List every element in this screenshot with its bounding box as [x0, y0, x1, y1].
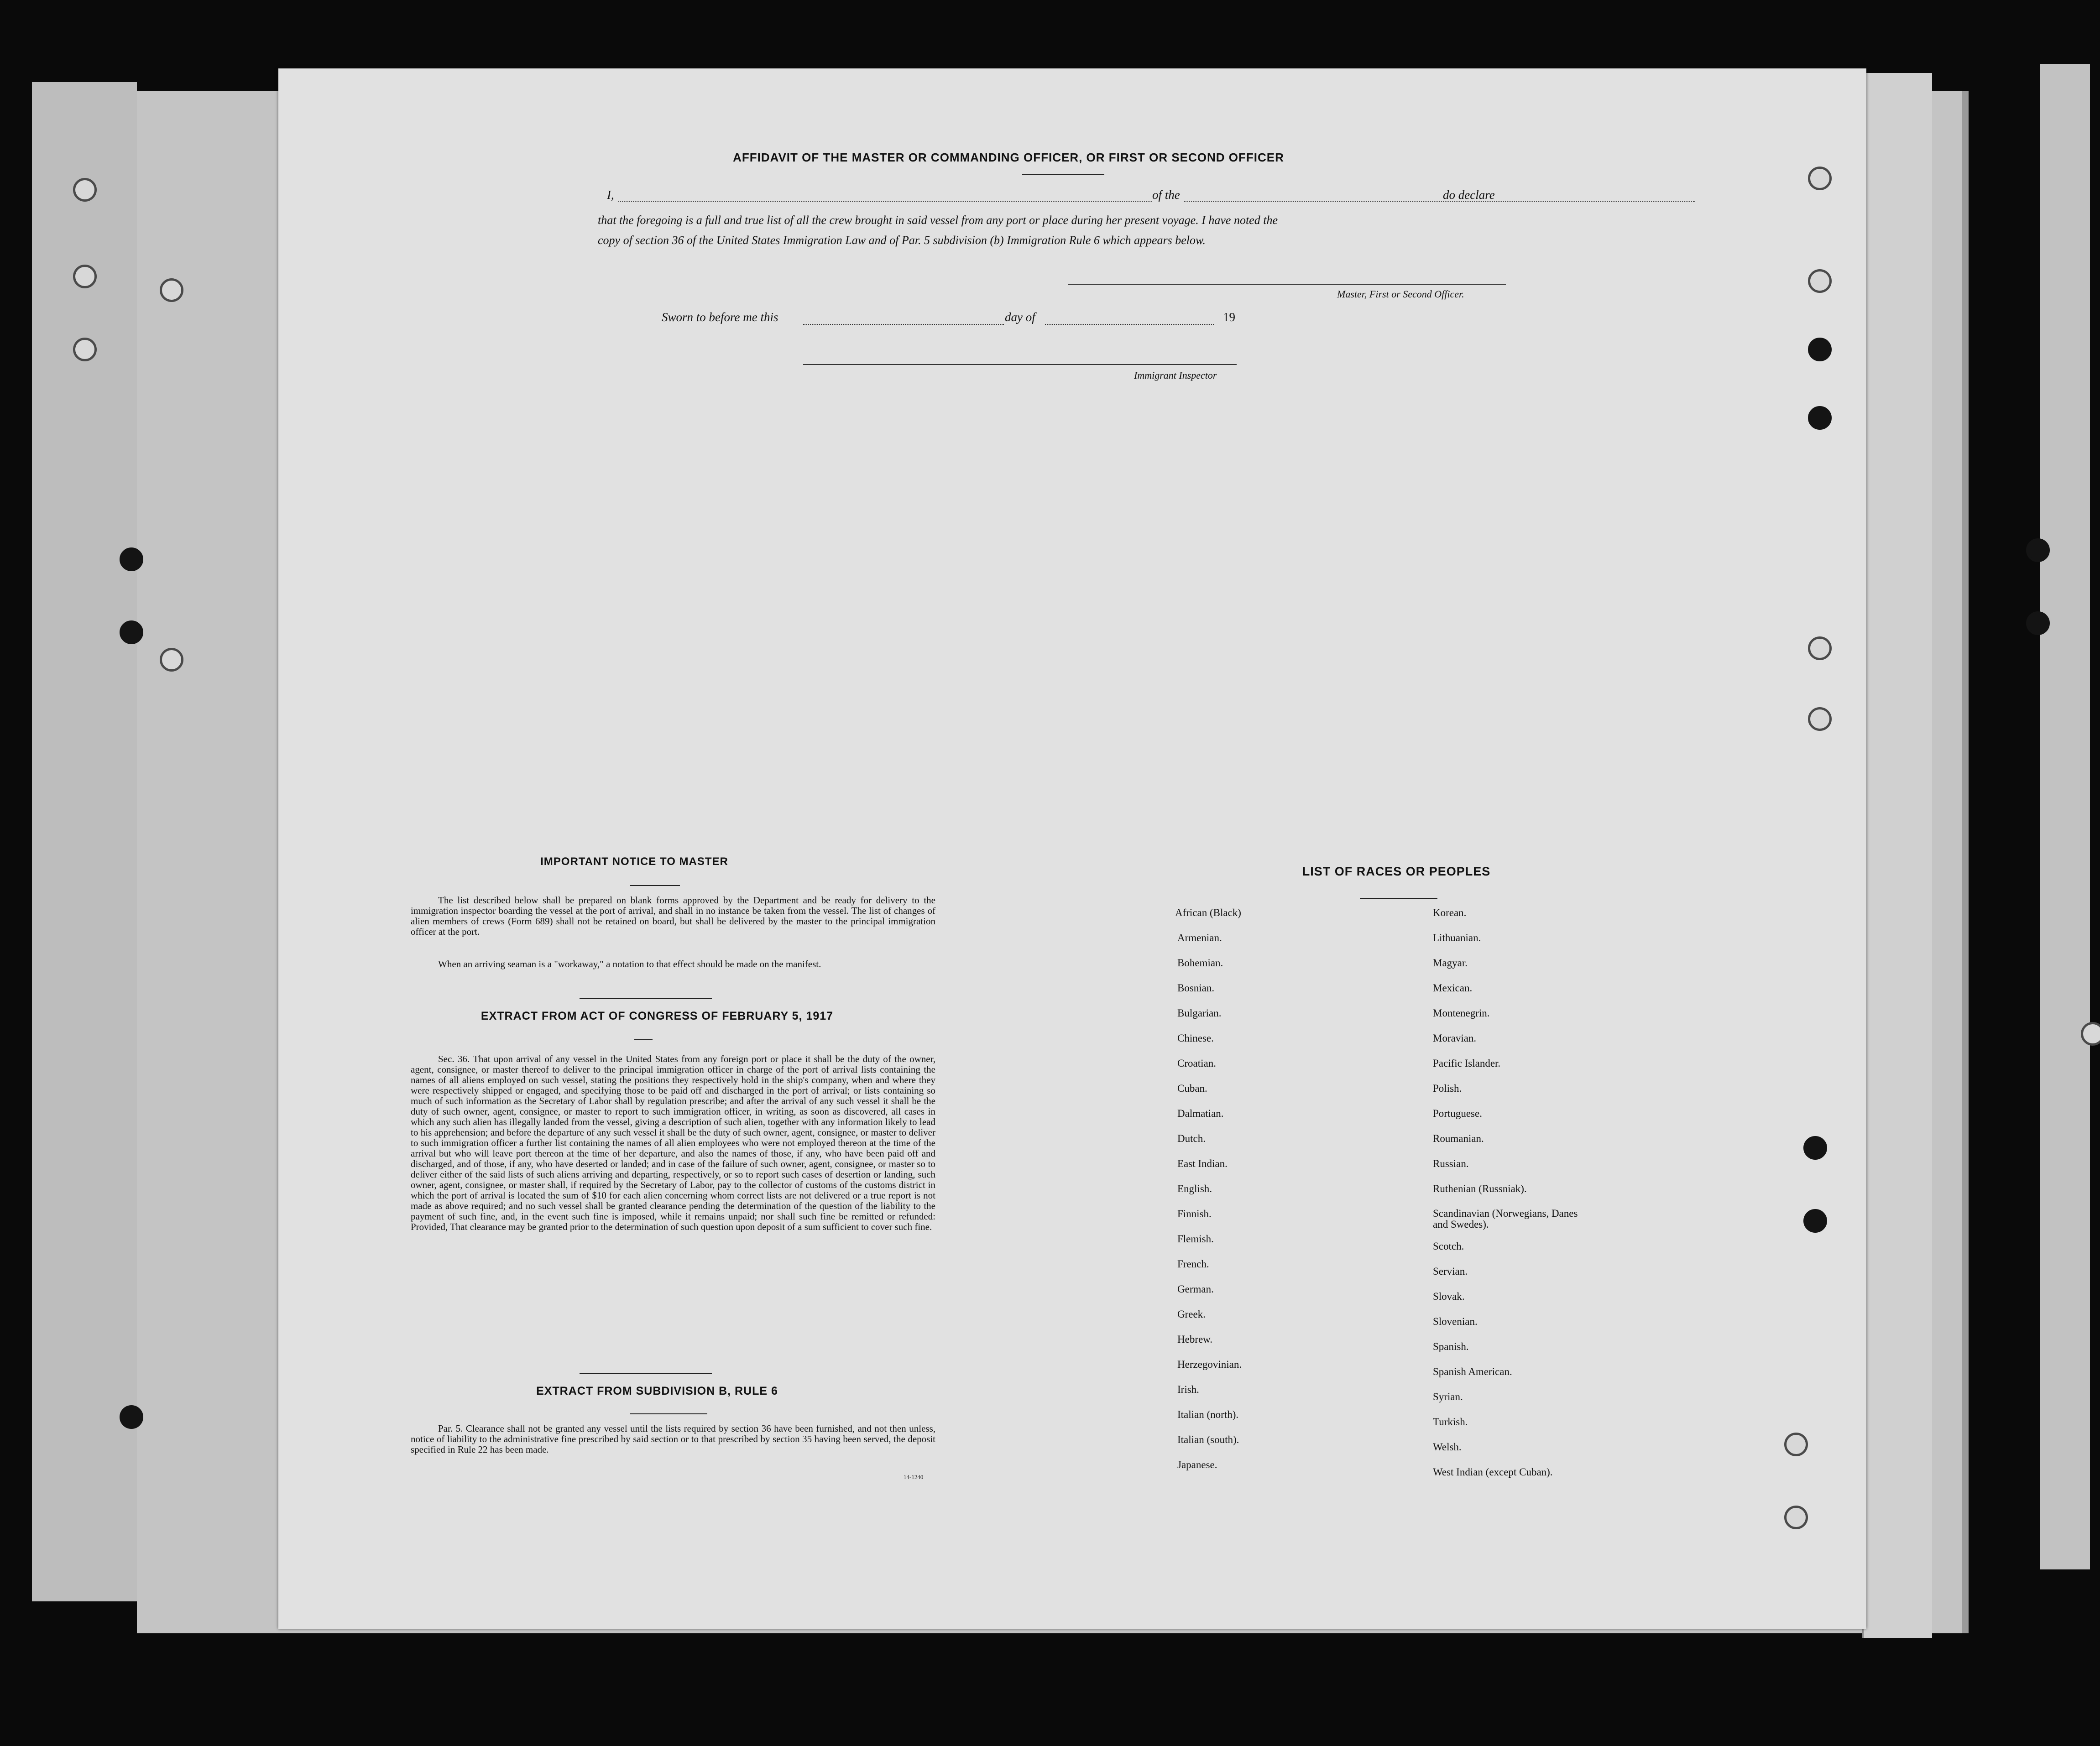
- punch-hole: [160, 648, 183, 672]
- sworn-month-blank[interactable]: [1045, 324, 1214, 325]
- race-item: Bohemian.: [1177, 957, 1223, 969]
- race-item: Magyar.: [1433, 957, 1468, 969]
- divider: [580, 998, 712, 999]
- punch-hole: [1803, 1209, 1827, 1233]
- affidavit-do-declare: do declare: [1443, 188, 1495, 202]
- extract-rule-heading: EXTRACT FROM SUBDIVISION B, RULE 6: [536, 1385, 778, 1397]
- race-item: Italian (south).: [1177, 1434, 1239, 1445]
- race-item: Cuban.: [1177, 1083, 1207, 1094]
- punch-hole: [1808, 167, 1832, 190]
- race-item: Croatian.: [1177, 1058, 1216, 1069]
- extract-act-text: Sec. 36. That upon arrival of any vessel in the United States from any foreign port or place it shall be the duty of the owner, agent, consignee, or master thereof to deliver to the principal immigration officer in charge of the port of arrival lists containing the names of all aliens employed on such vessel, stating the positions they respectively hold in the ship's company, when and where they were respectively shipped or engaged, and specifying those to be paid off and discharged in the port of arrival; or lists containing so much of such information as the Secretary of Labor shall by regulation prescribe; and after the arrival of any such vessel it shall be the duty of such owner, agent, consignee, or master to report to such immigration officer, in writing, as soon as discovered, all cases in which any such alien has illegally landed from the vessel, giving a description of such alien, together with any information likely to lead to his apprehension; and before the departure of any such vessel it shall be the duty of such owner, agent, consignee, or master to deliver to such immigration officer a further list containing the names of all alien employees who were not employed thereon at the time of the arrival but who will leave port thereon at the time of her departure, and also the names of those, if any, who have been paid off and discharged, and of those, if any, who have deserted or landed; and in case of the failure of such owner, agent, consignee, or master so to deliver either of the said lists of such aliens arriving and departing, respectively, or so to report such cases of desertion or landing, such owner, agent, consignee, or master shall, if required by the Secretary of Labor, pay to the collector of customs of the customs district in which the port of arrival is located the sum of $10 for each alien concerning whom correct lists are not delivered or a true report is not made as above required; and no such vessel shall be granted clearance pending the determination of the question of the liability to the payment of such fine, and, in the event such fine is imposed, while it remains unpaid; nor shall such fine be remitted or refunded: Provided, That clearance may be granted prior to the determination of such question upon deposit of a sum sufficient to cover such fine.: [411, 1053, 935, 1232]
- race-item: Russian.: [1433, 1158, 1469, 1169]
- notice-heading: IMPORTANT NOTICE TO MASTER: [540, 855, 728, 868]
- race-item: Dalmatian.: [1177, 1108, 1224, 1119]
- race-item: Ruthenian (Russniak).: [1433, 1183, 1527, 1194]
- race-item: Flemish.: [1177, 1233, 1214, 1245]
- race-item: Japanese.: [1177, 1459, 1217, 1470]
- underlying-sheet-edge: [1862, 73, 1932, 1638]
- race-item: West Indian (except Cuban).: [1433, 1466, 1553, 1478]
- race-item: Scotch.: [1433, 1240, 1464, 1252]
- punch-hole: [2026, 611, 2050, 635]
- race-item: Syrian.: [1433, 1391, 1463, 1402]
- race-item: Chinese.: [1177, 1032, 1214, 1044]
- punch-hole: [1808, 636, 1832, 660]
- race-item: Irish.: [1177, 1384, 1199, 1395]
- race-item: Italian (north).: [1177, 1409, 1239, 1420]
- affidavit-text-line2: copy of section 36 of the United States Immigration Law and of Par. 5 subdivision (b) Immigration Rule 6 which appears below.: [598, 234, 1206, 247]
- race-item: Dutch.: [1177, 1133, 1206, 1144]
- punch-hole: [120, 1405, 143, 1429]
- race-item: Herzegovinian.: [1177, 1359, 1242, 1370]
- race-item: Bosnian.: [1177, 982, 1215, 994]
- punch-hole: [120, 620, 143, 644]
- race-item: Armenian.: [1177, 932, 1222, 943]
- race-item: Finnish.: [1177, 1208, 1212, 1220]
- race-item: Hebrew.: [1177, 1334, 1213, 1345]
- punch-hole: [120, 547, 143, 571]
- divider: [630, 1413, 707, 1414]
- sworn-label: Sworn to before me this: [662, 310, 778, 324]
- day-of-label: day of: [1005, 310, 1035, 324]
- race-item: Greek.: [1177, 1308, 1206, 1320]
- punch-hole: [2026, 538, 2050, 562]
- punch-hole: [73, 265, 97, 288]
- race-item: Welsh.: [1433, 1441, 1462, 1453]
- divider: [580, 1373, 712, 1374]
- race-item: Lithuanian.: [1433, 932, 1481, 943]
- punch-hole: [1803, 1136, 1827, 1160]
- race-item: Montenegrin.: [1433, 1007, 1490, 1019]
- race-item: Roumanian.: [1433, 1133, 1484, 1144]
- race-item: Moravian.: [1433, 1032, 1477, 1044]
- race-item: Polish.: [1433, 1083, 1462, 1094]
- divider: [634, 1039, 653, 1040]
- extract-act-heading: EXTRACT FROM ACT OF CONGRESS OF FEBRUARY 5, 1917: [481, 1010, 834, 1022]
- inspector-caption: Immigrant Inspector: [1134, 370, 1217, 381]
- affidavit-heading: AFFIDAVIT OF THE MASTER OR COMMANDING OFFICER, OR FIRST OR SECOND OFFICER: [733, 151, 1284, 164]
- punch-hole: [1784, 1433, 1808, 1456]
- punch-hole: [1808, 406, 1832, 430]
- punch-hole: [160, 278, 183, 302]
- divider: [1360, 898, 1437, 899]
- extract-rule-text: Par. 5. Clearance shall not be granted any vessel until the lists required by section 36 have been furnished, and not then unless, notice of liability to the administrative fine prescribed by said section or to that prescribed by section 35 having been served, the deposit specified in Rule 22 has been made.: [411, 1423, 935, 1455]
- notice-paragraph-1: The list described below shall be prepared on blank forms approved by the Department and be ready for delivery to the immigration inspector boarding the vessel at the port of arrival, and shall in no instance be taken from the vessel. The list of changes of alien members of crews (Form 689) shall not be retained on board, but shall be delivered by the master to the principal immigration officer at the port.: [411, 895, 935, 937]
- underlying-sheet-left: [32, 82, 137, 1601]
- notice-paragraph-2: When an arriving seaman is a "workaway," a notation to that effect should be made on the manifest.: [438, 959, 821, 969]
- name-blank[interactable]: [618, 201, 1152, 202]
- signature-line[interactable]: [1068, 284, 1506, 285]
- affidavit-i-label: I,: [607, 188, 614, 202]
- punch-hole: [1784, 1506, 1808, 1529]
- punch-hole: [1808, 707, 1832, 731]
- race-item: Turkish.: [1433, 1416, 1468, 1428]
- divider: [630, 885, 680, 886]
- punch-hole: [73, 338, 97, 361]
- sworn-day-blank[interactable]: [803, 324, 1004, 325]
- race-item: East Indian.: [1177, 1158, 1228, 1169]
- race-item: French.: [1177, 1258, 1209, 1270]
- inspector-signature-line[interactable]: [803, 364, 1237, 365]
- race-item: Spanish American.: [1433, 1366, 1512, 1377]
- race-item: African (Black): [1175, 907, 1241, 918]
- punch-hole: [1808, 269, 1832, 293]
- affidavit-text-line1: that the foregoing is a full and true list of all the crew brought in said vessel from any port or place during her present voyage. I have noted the: [598, 214, 1278, 227]
- race-item: Slovenian.: [1433, 1316, 1478, 1327]
- signature-caption: Master, First or Second Officer.: [1337, 288, 1464, 300]
- race-item: Servian.: [1433, 1266, 1468, 1277]
- race-item: Spanish.: [1433, 1341, 1469, 1352]
- race-item: Scandinavian (Norwegians, Danes and Swedes).: [1433, 1208, 1578, 1230]
- race-item: English.: [1177, 1183, 1212, 1194]
- race-item: German.: [1177, 1283, 1214, 1295]
- divider: [1022, 174, 1104, 175]
- race-item: Slovak.: [1433, 1291, 1465, 1302]
- form-number: 14-1240: [904, 1474, 924, 1480]
- vessel-blank[interactable]: [1184, 201, 1695, 202]
- underlying-sheet-right: [2040, 64, 2090, 1569]
- race-item: Bulgarian.: [1177, 1007, 1222, 1019]
- race-item: Pacific Islander.: [1433, 1058, 1501, 1069]
- punch-hole: [73, 178, 97, 202]
- year-prefix: 19: [1223, 310, 1235, 324]
- races-heading: LIST OF RACES OR PEOPLES: [1302, 865, 1491, 878]
- affidavit-of-the-label: of the: [1152, 188, 1180, 202]
- punch-hole: [1808, 338, 1832, 361]
- affidavit-form-page: [278, 68, 1866, 1629]
- race-item: Korean.: [1433, 907, 1467, 918]
- race-item: Mexican.: [1433, 982, 1473, 994]
- race-item: Portuguese.: [1433, 1108, 1482, 1119]
